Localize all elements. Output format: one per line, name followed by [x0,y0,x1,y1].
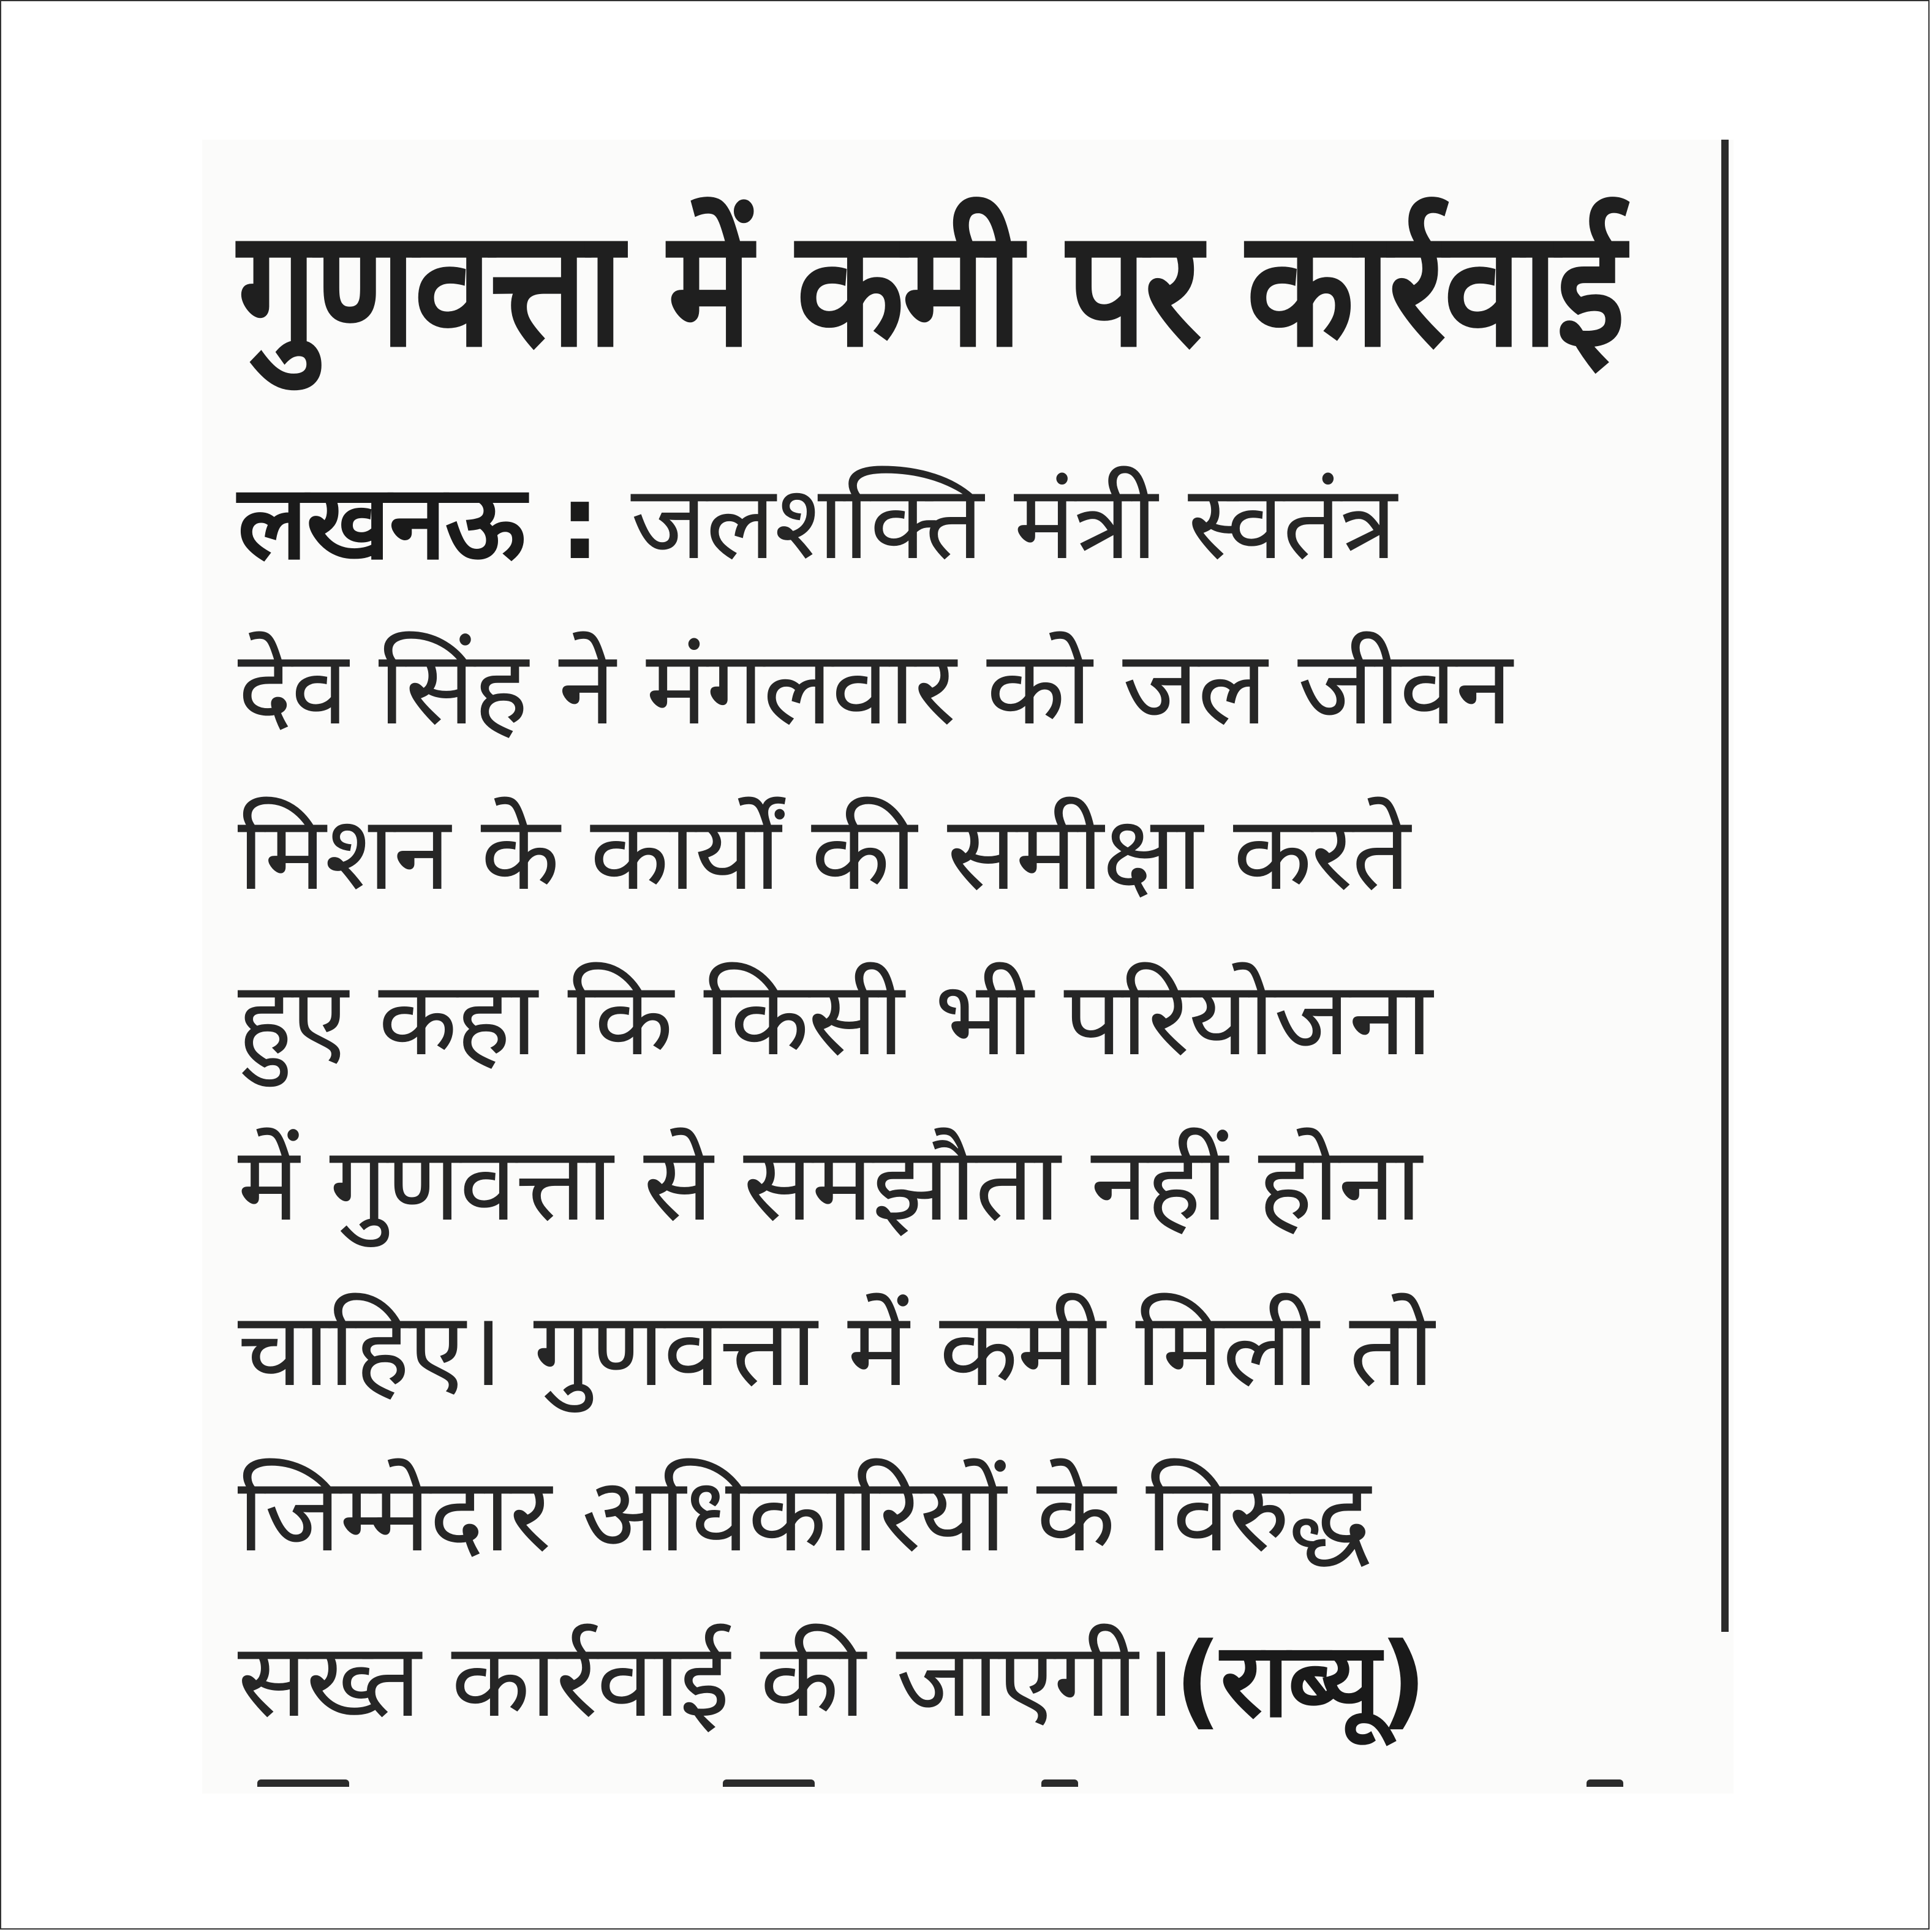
dateline: लखनऊ : [238,462,600,583]
agency-credit: (राब्यू) [1174,1620,1425,1740]
article-line-5: में गुणवत्ता से समझौता नहीं होना [238,1124,1421,1244]
article-line-1 [238,440,1696,605]
article-line-8 [238,1598,1696,1763]
article-line-4: हुए कहा कि किसी भी परियोजना [238,959,1432,1079]
article-line-2: देव सिंह ने मंगलवार को जल जीवन [238,628,1512,748]
article-body [238,440,1696,1763]
column-divider [1721,140,1729,1632]
article-line-3: मिशन के कार्यों की समीक्षा करते [238,793,1409,913]
bleed-mark [257,1779,349,1787]
bleed-mark [723,1779,815,1787]
article-line-6: चाहिए। गुणवत्ता में कमी मिली तो [238,1289,1433,1409]
bleed-mark [1587,1779,1623,1787]
article-line-1-text: जलशक्ति मंत्री स्वतंत्र [630,462,1396,583]
bleed-mark [1041,1779,1078,1787]
next-article-bleed [257,1779,1629,1792]
article-line-7: जिम्मेदार अधिकारियों के विरुद्ध [238,1455,1370,1575]
article-line-8-text: सख्त कार्रवाई की जाएगी। [238,1620,1175,1740]
headline: गुणवत्ता में कमी पर कार्रवाई [238,195,1623,383]
